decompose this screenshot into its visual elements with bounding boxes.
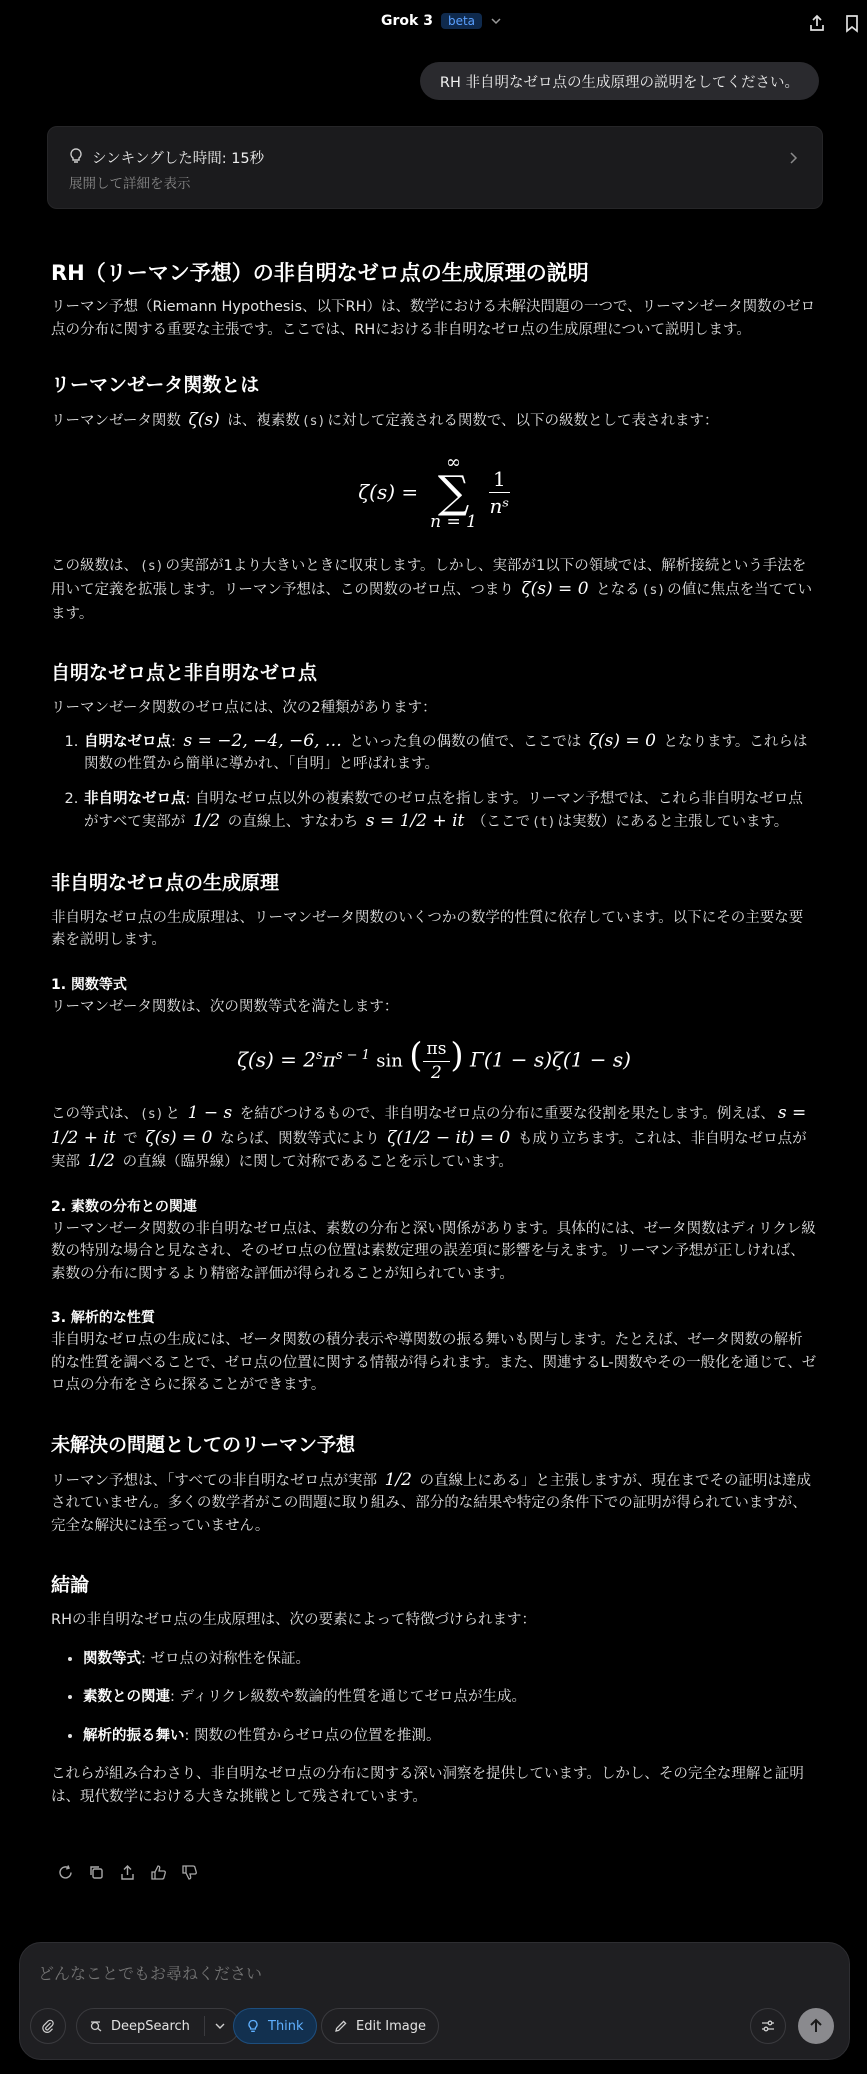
response-title: RH（リーマン予想）の非自明なゼロ点の生成原理の説明 — [51, 261, 589, 285]
edit-image-button[interactable] — [321, 2008, 439, 2044]
generation-intro: 非自明なゼロ点の生成原理は、リーマンゼータ関数のいくつかの数学的性質に依存しています。以下にその主要な要素を説明します。 — [51, 909, 804, 948]
lightbulb-icon — [68, 147, 84, 165]
chevron-right-icon[interactable] — [788, 151, 798, 165]
regenerate-icon[interactable] — [57, 1864, 74, 1881]
bookmark-icon[interactable] — [842, 13, 862, 33]
zeta-series-formula: ζ(s) = ∞ ∑ n = 1 $\frac{1}{\text{nˢ}}$ — [358, 451, 510, 532]
user-message-bubble: RH 非自明なゼロ点の生成原理の説明をしてください。 — [420, 62, 819, 100]
thinking-panel[interactable] — [47, 126, 823, 209]
section-heading-conclusion: 結論 — [51, 1574, 90, 1597]
arrow-up-icon — [807, 2017, 825, 2035]
top-bar — [0, 0, 867, 48]
send-button[interactable] — [798, 2008, 834, 2044]
list-item: 2. 非自明なゼロ点: 自明なゼロ点以外の複素数でのゼロ点を指します。リーマン予想では、これら非自明なゼロ点がすべて実部が 1/2 の直線上、すなわち s = 1/2 + it （ここで (t) は実数）にあると主張しています。 — [83, 788, 817, 835]
think-button[interactable] — [233, 2008, 317, 2044]
think-label: Think — [268, 2018, 304, 2034]
thinking-time: シンキングした時間: 15秒 — [92, 151, 265, 167]
lightbulb-icon — [246, 2019, 260, 2033]
functional-equation-paragraph: この等式は、 (s) と 1 − s を結びつけるもので、非自明なゼロ点の分布に重要な役割を果たします。例えば、 s = 1/2 + it で ζ(s) = 0 ならば、関数等式により ζ(1/2 − it) = 0 も成り立ちます。これは、非自明なゼロ点が実部 1/2 の直線（臨界線）に関して対称であることを示しています。 — [51, 1103, 807, 1172]
assistant-response — [51, 258, 817, 1818]
subheading-prime-distribution: 2. 素数の分布との関連 — [51, 1198, 197, 1215]
section-heading-generation: 非自明なゼロ点の生成原理 — [51, 871, 280, 894]
chevron-down-icon[interactable] — [490, 15, 502, 27]
chevron-down-icon[interactable] — [213, 2019, 227, 2033]
sliders-icon — [760, 2018, 776, 2034]
attach-button[interactable] — [30, 2008, 66, 2044]
section-heading-zeta: リーマンゼータ関数とは — [51, 374, 260, 396]
section-heading-zeros: 自明なゼロ点と非自明なゼロ点 — [51, 662, 318, 684]
list-item: • 素数との関連: ディリクレ級数や数論的性質を通じてゼロ点が生成。 — [83, 1686, 817, 1709]
deepsearch-button[interactable] — [76, 2008, 240, 2044]
prime-distribution-paragraph: リーマンゼータ関数の非自明なゼロ点は、素数の分布と深い関係があります。具体的には、ゼータ関数はディリクレ級数の特別な場合と見なされ、そのゼロ点の位置は素数定理の誤差項に影響を与えます。リーマン予想が正しければ、素数の分布に関するより精密な評価が得られることが知られています。 — [51, 1220, 816, 1282]
edit-image-label: Edit Image — [356, 2018, 427, 2034]
deepsearch-icon — [89, 2019, 103, 2033]
zeta-definition-paragraph: リーマンゼータ関数 ζ(s) は、複素数 (s) に対して定義される関数で、以下の級数として表されます： — [51, 410, 719, 430]
prompt-input[interactable] — [38, 1959, 818, 1987]
settings-button[interactable] — [750, 2008, 786, 2044]
thumbs-up-icon[interactable] — [150, 1864, 167, 1881]
subheading-functional-equation: 1. 関数等式 — [51, 976, 127, 993]
functional-equation-intro: リーマンゼータ関数は、次の関数等式を満たします： — [51, 998, 399, 1015]
beta-badge: beta — [441, 13, 482, 29]
app-title: Grok 3 — [381, 13, 433, 29]
copy-icon[interactable] — [88, 1864, 105, 1881]
list-item: 1. 自明なゼロ点: s = −2, −4, −6, … といった負の偶数の値で、ここでは ζ(s) = 0 となります。これらは関数の性質から簡単に導かれ、「自明」と呼ばれます。 — [83, 730, 817, 776]
conclusion-closing: これらが組み合わさり、非自明なゼロ点の分布に関する深い洞察を提供しています。しかし、その完全な理解と証明は、現代数学における大きな挑戦として残されています。 — [51, 1766, 804, 1805]
subheading-analytic-properties: 3. 解析的な性質 — [51, 1310, 155, 1327]
model-selector[interactable] — [381, 13, 502, 29]
convergence-paragraph: この級数は、 (s) の実部が1より大きいときに収束します。しかし、実部が1以下の領域では、解析接続という手法を用いて定義を拡張します。リーマン予想は、この関数のゼロ点、つまり ζ(s) = 0 となる (s) の値に焦点を当てています。 — [51, 557, 813, 622]
conclusion-list — [51, 1648, 817, 1748]
list-item: • 解析的振る舞い: 関数の性質からゼロ点の位置を推測。 — [83, 1725, 817, 1748]
functional-equation-formula: $\zeta(s) = 2^s\pi^{s - 1}$ sin ( $\frac{\pi s}{2}$ ) Γ(1 − s)ζ(1 − s) — [237, 1035, 631, 1083]
deepsearch-label: DeepSearch — [111, 2018, 190, 2034]
list-item: • 関数等式: ゼロ点の対称性を保証。 — [83, 1648, 817, 1671]
zeros-list — [51, 730, 817, 835]
response-actions — [57, 1864, 198, 1881]
section-heading-open-problem: 未解決の問題としてのリーマン予想 — [51, 1433, 356, 1456]
conclusion-intro: RHの非自明なゼロ点の生成原理は、次の要素によって特徴づけられます： — [51, 1612, 536, 1629]
paperclip-icon — [41, 2019, 55, 2033]
share-icon[interactable] — [119, 1864, 136, 1881]
analytic-properties-paragraph: 非自明なゼロ点の生成には、ゼータ関数の積分表示や導関数の振る舞いも関与します。たとえば、ゼータ関数の解析的な性質を調べることで、ゼロ点の位置に関する情報が得られます。また、関連するL-関数やその一般化を通じて、ゼロ点の分布をさらに探ることができます。 — [51, 1332, 817, 1394]
thinking-expand-hint: 展開して詳細を表示 — [69, 176, 191, 192]
share-icon[interactable] — [807, 13, 827, 33]
composer — [19, 1942, 850, 2060]
pencil-icon — [334, 2019, 348, 2033]
zeros-intro: リーマンゼータ関数のゼロ点には、次の2種類があります： — [51, 700, 437, 716]
thumbs-down-icon[interactable] — [181, 1864, 198, 1881]
intro-paragraph: リーマン予想（Riemann Hypothesis、以下RH）は、数学における未解決問題の一つで、リーマンゼータ関数のゼロ点の分布に関する重要な主張です。ここでは、RHにおける非自明なゼロ点の生成原理について説明します。 — [51, 299, 816, 338]
open-problem-paragraph: リーマン予想は、「すべての非自明なゼロ点が実部 1/2 の直線上にある」と主張しますが、現在までその証明は達成されていません。多くの数学者がこの問題に取り組み、部分的な結果や特定の条件下での証明が得られていますが、完全な解決には至っていません。 — [51, 1469, 812, 1534]
